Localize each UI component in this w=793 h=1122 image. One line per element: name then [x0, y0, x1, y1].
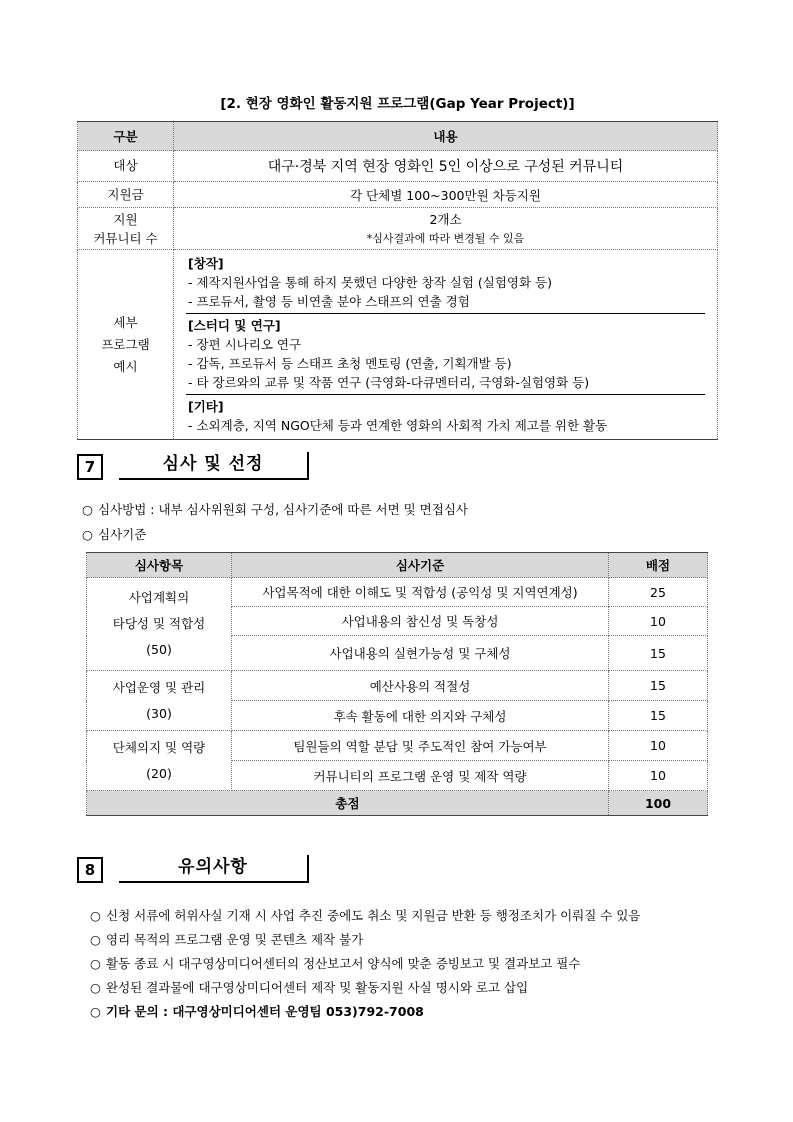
table-row: [87, 671, 708, 701]
row-value-examples: [174, 250, 718, 440]
category-line: (20): [146, 765, 172, 781]
category-cell: [87, 578, 232, 671]
table-row: [87, 578, 708, 607]
notice-text: 활동 종료 시 대구영상미디어센터의 정산보고서 양식에 맞춘 증빙보고 및 결과보고 필수: [106, 956, 581, 971]
section2-title: [2. 현장 영화인 활동지원 프로그램(Gap Year Project)]: [220, 96, 575, 112]
section-title: 심사 및 선정: [119, 452, 309, 480]
score-cell: 10: [609, 731, 708, 761]
category-cell: [87, 671, 232, 731]
table-row: [78, 182, 718, 208]
criteria-label: 심사기준: [98, 527, 147, 542]
criterion-cell: 사업목적에 대한 이해도 및 적합성 (공익성 및 지역연계성): [232, 578, 609, 607]
count-note: *심사결과에 따라 변경될 수 있음: [366, 231, 525, 245]
group-title: [기타]: [188, 399, 224, 414]
bullet-icon: ○: [82, 527, 93, 542]
score-cell: 15: [609, 636, 708, 671]
row-value-count: [174, 208, 718, 250]
header-criteria: 심사기준: [232, 553, 609, 578]
bullet-icon: ○: [82, 502, 93, 517]
bullet-icon: ○: [90, 956, 101, 971]
list-item: - 타 장르와의 교류 및 작품 연구 (극영화-다큐멘터리, 극영화-실험영화 등): [188, 375, 590, 390]
table-row: [78, 250, 718, 440]
criterion-cell: 사업내용의 참신성 및 독창성: [232, 607, 609, 636]
category-line: 사업계획의: [128, 590, 190, 605]
list-item: - 감독, 프로듀서 등 스태프 초청 멘토링 (연출, 기획개발 등): [188, 356, 512, 371]
table-row: [78, 208, 718, 250]
table-row: [87, 731, 708, 761]
table-header-row: [87, 553, 708, 578]
contact-text: 기타 문의 : 대구영상미디어센터 운영팀 053)792-7008: [106, 1004, 424, 1019]
list-item: [82, 500, 468, 518]
category-line: 타당성 및 적합성: [112, 616, 206, 631]
criterion-cell: 사업내용의 실현가능성 및 구체성: [232, 636, 609, 671]
category-line: (50): [146, 642, 172, 657]
section-number: 7: [77, 454, 103, 480]
example-group-creation: [186, 254, 705, 311]
header-item: 심사항목: [87, 553, 232, 578]
bullet-icon: ○: [90, 1004, 101, 1019]
row-value-target: 대구·경북 지역 현장 영화인 5인 이상으로 구성된 커뮤니티: [174, 151, 718, 182]
group-title: [창작]: [188, 256, 224, 271]
criterion-cell: 팀원들의 역할 분담 및 주도적인 참여 가능여부: [232, 731, 609, 761]
category-line: 사업운영 및 관리: [112, 679, 206, 695]
bullet-icon: ○: [90, 932, 101, 947]
score-cell: 15: [609, 671, 708, 701]
bullet-icon: ○: [90, 980, 101, 995]
score-cell: 10: [609, 761, 708, 791]
section7-header: [77, 452, 309, 480]
label-line: 커뮤니티 수: [93, 230, 158, 246]
bullet-icon: ○: [90, 908, 101, 923]
list-item: [90, 978, 528, 996]
label-line: 지원: [113, 211, 138, 227]
list-item: - 프로듀서, 촬영 등 비연출 분야 스태프의 연출 경험: [188, 294, 470, 309]
group-title: [스터디 및 연구]: [188, 318, 281, 333]
section8-header: [77, 855, 309, 883]
label-line: 세부: [113, 314, 138, 330]
example-group-other: [186, 394, 705, 435]
list-item: - 제작지원사업을 통해 하지 못했던 다양한 창작 실험 (실험영화 등): [188, 275, 552, 290]
notice-text: 신청 서류에 허위사실 기재 시 사업 추진 중에도 취소 및 지원금 반환 등 행정조치가 이뤄질 수 있음: [106, 908, 641, 923]
category-line: 단체의지 및 역량: [112, 739, 206, 755]
row-label-fund: 지원금: [78, 182, 174, 208]
label-line: 예시: [113, 358, 138, 374]
total-score: 100: [609, 791, 708, 816]
list-item: [90, 1002, 424, 1020]
example-group-study: [186, 313, 705, 392]
criterion-cell: 후속 활동에 대한 의지와 구체성: [232, 701, 609, 731]
section-number: 8: [77, 857, 103, 883]
section-title: 유의사항: [119, 855, 309, 883]
score-cell: 15: [609, 701, 708, 731]
notice-text: 완성된 결과물에 대구영상미디어센터 제작 및 활동지원 사실 명시와 로고 삽입: [106, 980, 529, 995]
list-item: [82, 525, 146, 543]
list-item: - 소외계층, 지역 NGO단체 등과 연계한 영화의 사회적 가치 제고를 위한 활동: [188, 418, 608, 433]
total-row: [87, 791, 708, 816]
label-line: 프로그램: [101, 336, 150, 352]
list-item: [90, 906, 641, 924]
header-category: 구분: [78, 122, 174, 151]
total-label: 총점: [87, 791, 609, 816]
row-value-fund: 각 단체별 100~300만원 차등지원: [174, 182, 718, 208]
list-item: [90, 954, 580, 972]
notice-text: 영리 목적의 프로그램 운영 및 콘텐츠 제작 불가: [106, 932, 364, 947]
row-label-count: [78, 208, 174, 250]
category-line: (30): [146, 705, 172, 721]
table-header-row: [78, 122, 718, 151]
list-item: - 장편 시나리오 연구: [188, 337, 302, 352]
row-label-examples: [78, 250, 174, 440]
criterion-cell: 예산사용의 적절성: [232, 671, 609, 701]
header-score: 배점: [609, 553, 708, 578]
header-content: 내용: [174, 122, 718, 151]
list-item: [90, 930, 363, 948]
row-label-target: 대상: [78, 151, 174, 182]
score-cell: 25: [609, 578, 708, 607]
category-cell: [87, 731, 232, 791]
score-cell: 10: [609, 607, 708, 636]
review-method: 심사방법 : 내부 심사위원회 구성, 심사기준에 따른 서면 및 면접심사: [98, 502, 468, 517]
criterion-cell: 커뮤니티의 프로그램 운영 및 제작 역량: [232, 761, 609, 791]
program-table: [77, 121, 718, 440]
count-value: 2개소: [429, 211, 462, 227]
criteria-table: [86, 552, 708, 816]
table-row: [78, 151, 718, 182]
